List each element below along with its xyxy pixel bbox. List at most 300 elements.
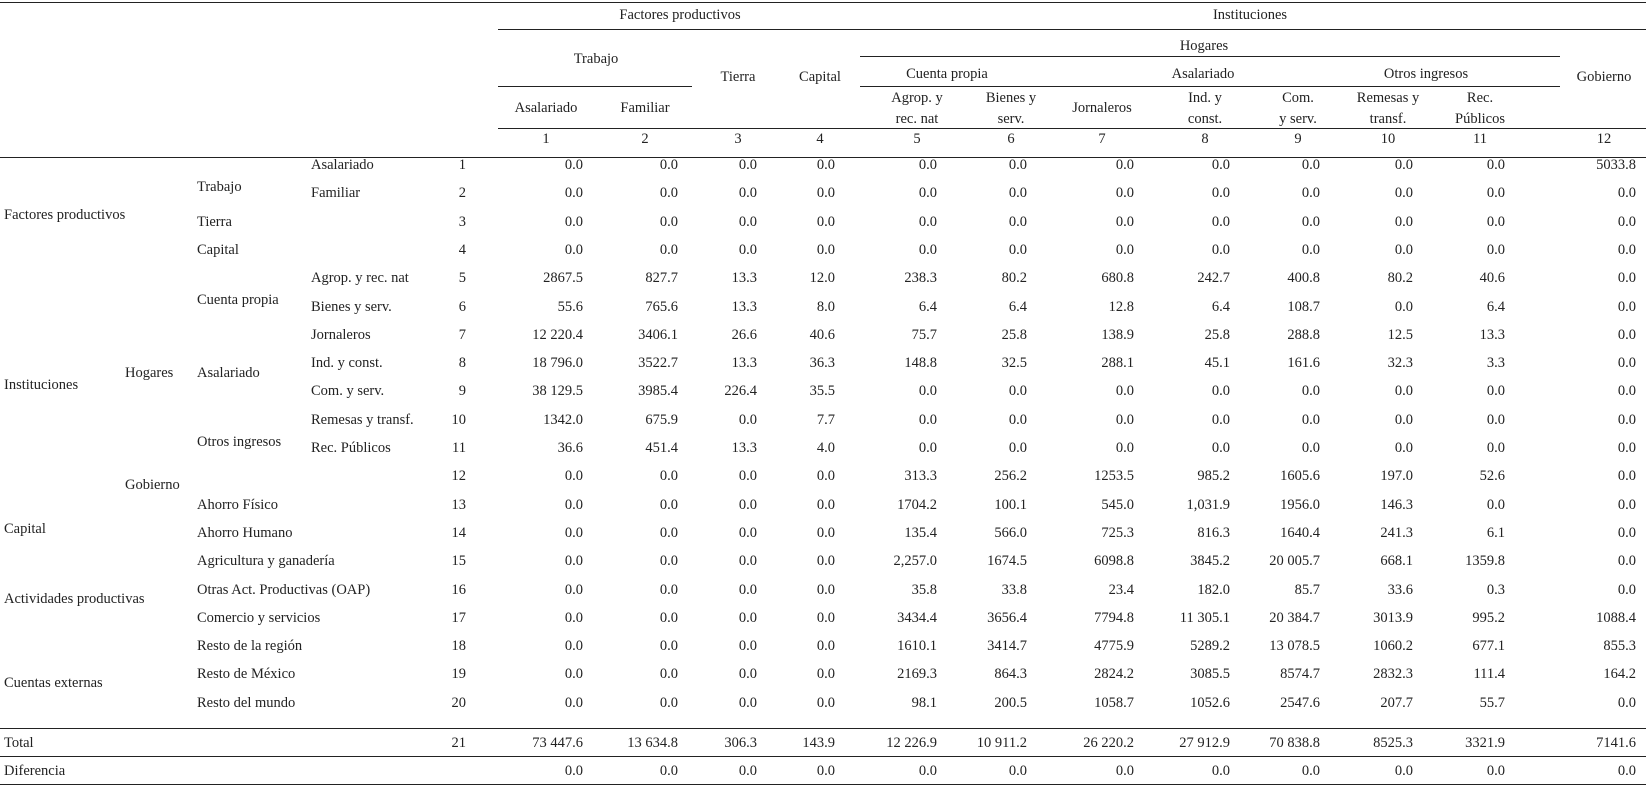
table-cell: 0.0 — [659, 468, 678, 484]
header-factores: Factores productivos — [619, 7, 741, 23]
header-trabajo: Trabajo — [573, 51, 619, 67]
table-cell: 0.0 — [564, 157, 583, 173]
subheader-line2: Públicos — [1455, 111, 1505, 127]
table-cell: 0.0 — [1394, 412, 1413, 428]
total-label: Total — [4, 735, 34, 751]
table-cell: 32.5 — [1001, 355, 1027, 371]
table-cell: 0.0 — [1486, 412, 1505, 428]
table-cell: 0.0 — [1211, 412, 1230, 428]
table-cell: 2,257.0 — [893, 553, 937, 569]
table-cell: 0.0 — [1617, 355, 1636, 371]
row-label: Resto de México — [197, 666, 296, 682]
table-cell: 3414.7 — [987, 638, 1027, 654]
table-cell: 3434.4 — [897, 610, 937, 626]
diferencia-cell: 0.0 — [1486, 763, 1505, 779]
table-cell: 0.0 — [1394, 440, 1413, 456]
table-cell: 0.0 — [564, 610, 583, 626]
table-cell: 55.7 — [1479, 695, 1505, 711]
table-cell: 8.0 — [816, 299, 835, 315]
row-label: Resto de la región — [197, 638, 303, 654]
table-cell: 1,031.9 — [1186, 497, 1230, 513]
table-cell: 3522.7 — [638, 355, 678, 371]
table-cell: 0.0 — [1486, 185, 1505, 201]
table-cell: 0.0 — [816, 242, 835, 258]
table-cell: 0.0 — [738, 157, 757, 173]
table-cell: 0.0 — [738, 525, 757, 541]
table-cell: 0.0 — [918, 214, 937, 230]
row-label: Jornaleros — [311, 327, 371, 343]
row-label: Capital — [197, 242, 239, 258]
row-number: 10 — [451, 412, 466, 428]
table-cell: 4.0 — [816, 440, 835, 456]
group-rule — [498, 29, 1646, 30]
table-cell: 725.3 — [1101, 525, 1134, 541]
table-cell: 0.0 — [1617, 327, 1636, 343]
table-cell: 1253.5 — [1094, 468, 1134, 484]
column-number: 3 — [734, 131, 742, 147]
table-cell: 0.0 — [816, 157, 835, 173]
table-cell: 0.0 — [738, 695, 757, 711]
table-cell: 0.0 — [1301, 185, 1320, 201]
diferencia-cell: 0.0 — [738, 763, 757, 779]
hogares-sub-rule — [860, 86, 1560, 87]
column-number: 1 — [542, 131, 550, 147]
row-number: 12 — [451, 468, 466, 484]
table-cell: 0.0 — [738, 497, 757, 513]
total-cell: 7141.6 — [1596, 735, 1636, 751]
table-cell: 0.0 — [1115, 440, 1134, 456]
table-cell: 1359.8 — [1465, 553, 1505, 569]
total-rule — [0, 728, 1646, 729]
table-cell: 18 796.0 — [532, 355, 583, 371]
table-cell: 33.8 — [1001, 582, 1027, 598]
header-gobierno: Gobierno — [1576, 69, 1632, 85]
table-cell: 6.4 — [1008, 299, 1027, 315]
table-cell: 3845.2 — [1190, 553, 1230, 569]
table-cell: 545.0 — [1101, 497, 1134, 513]
row-label: Ahorro Humano — [197, 525, 293, 541]
table-cell: 451.4 — [645, 440, 678, 456]
rowgroup-cuentas-externas: Cuentas externas — [4, 675, 103, 691]
table-cell: 0.0 — [1617, 582, 1636, 598]
table-cell: 111.4 — [1473, 666, 1505, 682]
table-cell: 0.0 — [659, 582, 678, 598]
table-cell: 2169.3 — [897, 666, 937, 682]
table-cell: 0.0 — [1617, 440, 1636, 456]
table-cell: 20 384.7 — [1269, 610, 1320, 626]
table-cell: 20 005.7 — [1269, 553, 1320, 569]
table-cell: 0.0 — [1301, 440, 1320, 456]
diferencia-cell: 0.0 — [1301, 763, 1320, 779]
table-cell: 25.8 — [1001, 327, 1027, 343]
row-number: 15 — [451, 553, 466, 569]
table-cell: 1052.6 — [1190, 695, 1230, 711]
table-cell: 0.0 — [816, 185, 835, 201]
table-cell: 0.0 — [918, 412, 937, 428]
row-label: Agrop. y rec. nat — [311, 270, 409, 286]
rowgroup-capital: Capital — [4, 521, 46, 537]
table-cell: 400.8 — [1287, 270, 1320, 286]
total-cell: 12 226.9 — [886, 735, 937, 751]
table-cell: 0.0 — [918, 185, 937, 201]
table-cell: 288.8 — [1287, 327, 1320, 343]
diferencia-rule — [0, 756, 1646, 757]
table-cell: 0.0 — [1301, 412, 1320, 428]
rowgroup-instituciones: Instituciones — [4, 377, 79, 393]
table-cell: 0.0 — [1617, 214, 1636, 230]
rowgroup-gobierno: Gobierno — [125, 477, 180, 493]
table-cell: 313.3 — [904, 468, 937, 484]
table-cell: 0.0 — [1115, 214, 1134, 230]
column-number: 12 — [1596, 131, 1612, 147]
table-cell: 0.0 — [1394, 214, 1413, 230]
table-cell: 0.0 — [738, 242, 757, 258]
row-number: 8 — [458, 355, 466, 371]
table-cell: 13 078.5 — [1269, 638, 1320, 654]
total-cell: 73 447.6 — [532, 735, 583, 751]
table-cell: 161.6 — [1287, 355, 1320, 371]
table-cell: 13.3 — [731, 440, 757, 456]
table-cell: 3656.4 — [987, 610, 1027, 626]
table-cell: 0.0 — [1008, 214, 1027, 230]
table-cell: 197.0 — [1380, 468, 1413, 484]
table-cell: 8574.7 — [1280, 666, 1320, 682]
table-cell: 0.0 — [816, 525, 835, 541]
total-cell: 306.3 — [724, 735, 757, 751]
table-cell: 0.0 — [1211, 157, 1230, 173]
table-cell: 200.5 — [994, 695, 1027, 711]
table-cell: 11 305.1 — [1179, 610, 1230, 626]
header-asalariado: Asalariado — [514, 100, 578, 116]
row-number: 18 — [451, 638, 466, 654]
column-number: 5 — [913, 131, 921, 147]
table-cell: 1610.1 — [897, 638, 937, 654]
table-cell: 288.1 — [1101, 355, 1134, 371]
table-cell: 0.0 — [659, 214, 678, 230]
total-cell: 27 912.9 — [1179, 735, 1230, 751]
table-cell: 45.1 — [1204, 355, 1230, 371]
table-cell: 0.0 — [1617, 553, 1636, 569]
table-cell: 0.0 — [918, 242, 937, 258]
table-cell: 1060.2 — [1373, 638, 1413, 654]
table-cell: 135.4 — [904, 525, 937, 541]
table-cell: 0.0 — [564, 695, 583, 711]
table-cell: 138.9 — [1101, 327, 1134, 343]
table-cell: 0.0 — [1486, 440, 1505, 456]
table-cell: 0.0 — [1486, 214, 1505, 230]
row-number: 9 — [458, 383, 466, 399]
table-cell: 0.0 — [1617, 525, 1636, 541]
table-cell: 0.0 — [816, 695, 835, 711]
row-label: Tierra — [197, 214, 232, 230]
header-tierra: Tierra — [720, 69, 756, 85]
table-cell: 864.3 — [994, 666, 1027, 682]
table-cell: 241.3 — [1380, 525, 1413, 541]
table-cell: 2547.6 — [1280, 695, 1320, 711]
table-cell: 0.0 — [564, 185, 583, 201]
row-number: 21 — [451, 735, 466, 751]
column-number: 11 — [1473, 131, 1487, 147]
table-cell: 35.5 — [809, 383, 835, 399]
table-cell: 0.0 — [1115, 412, 1134, 428]
subheader-line2: rec. nat — [895, 111, 939, 127]
table-cell: 80.2 — [1001, 270, 1027, 286]
table-cell: 0.0 — [816, 553, 835, 569]
column-number: 10 — [1380, 131, 1396, 147]
row-label: Comercio y servicios — [197, 610, 321, 626]
rowgroup-asalariado: Asalariado — [197, 365, 260, 381]
row-number: 20 — [451, 695, 466, 711]
top-rule — [0, 2, 1646, 3]
table-cell: 0.0 — [1211, 242, 1230, 258]
table-cell: 0.0 — [738, 666, 757, 682]
table-cell: 0.0 — [738, 638, 757, 654]
table-cell: 0.0 — [1115, 185, 1134, 201]
diferencia-cell: 0.0 — [1211, 763, 1230, 779]
table-cell: 0.0 — [564, 214, 583, 230]
table-cell: 85.7 — [1294, 582, 1320, 598]
table-cell: 6.1 — [1486, 525, 1505, 541]
table-cell: 0.0 — [1115, 383, 1134, 399]
rowgroup-factores: Factores productivos — [4, 207, 126, 223]
table-cell: 23.4 — [1108, 582, 1134, 598]
table-cell: 0.0 — [1617, 412, 1636, 428]
row-number: 13 — [451, 497, 466, 513]
table-cell: 0.0 — [816, 497, 835, 513]
column-number: 9 — [1294, 131, 1302, 147]
table-cell: 677.1 — [1472, 638, 1505, 654]
table-cell: 13.3 — [731, 270, 757, 286]
diferencia-cell: 0.0 — [816, 763, 835, 779]
table-cell: 6.4 — [1211, 299, 1230, 315]
row-label: Resto del mundo — [197, 695, 296, 711]
table-cell: 1058.7 — [1094, 695, 1134, 711]
table-cell: 0.0 — [1394, 383, 1413, 399]
table-cell: 0.0 — [1301, 242, 1320, 258]
table-cell: 3406.1 — [638, 327, 678, 343]
table-cell: 26.6 — [731, 327, 757, 343]
table-cell: 0.0 — [816, 214, 835, 230]
table-cell: 3013.9 — [1373, 610, 1413, 626]
table-cell: 40.6 — [1479, 270, 1505, 286]
subheader-line2: y serv. — [1279, 111, 1317, 127]
table-cell: 52.6 — [1479, 468, 1505, 484]
table-cell: 0.0 — [738, 412, 757, 428]
table-cell: 855.3 — [1603, 638, 1636, 654]
table-cell: 668.1 — [1380, 553, 1413, 569]
table-cell: 0.0 — [1008, 383, 1027, 399]
table-cell: 182.0 — [1197, 582, 1230, 598]
table-cell: 827.7 — [645, 270, 678, 286]
diferencia-cell: 0.0 — [1617, 763, 1636, 779]
table-cell: 0.0 — [816, 610, 835, 626]
table-cell: 0.0 — [1617, 270, 1636, 286]
table-cell: 6098.8 — [1094, 553, 1134, 569]
table-cell: 32.3 — [1387, 355, 1413, 371]
row-number: 5 — [458, 270, 466, 286]
subheader-line2: serv. — [997, 111, 1025, 127]
table-cell: 98.1 — [911, 695, 937, 711]
table-cell: 0.0 — [564, 525, 583, 541]
subheader-line1: Remesas y — [1356, 90, 1420, 106]
column-number: 7 — [1098, 131, 1106, 147]
table-cell: 0.0 — [816, 666, 835, 682]
table-cell: 100.1 — [994, 497, 1027, 513]
subheader-line1: Agrop. y — [891, 90, 943, 106]
table-cell: 0.0 — [659, 497, 678, 513]
table-cell: 2824.2 — [1094, 666, 1134, 682]
row-number: 3 — [458, 214, 466, 230]
table-cell: 40.6 — [809, 327, 835, 343]
table-cell: 1674.5 — [987, 553, 1027, 569]
row-label: Remesas y transf. — [311, 412, 414, 428]
table-cell: 0.0 — [659, 695, 678, 711]
table-cell: 0.0 — [1486, 497, 1505, 513]
header-instituciones: Instituciones — [1212, 7, 1288, 23]
table-cell: 0.0 — [816, 638, 835, 654]
header-cuenta-propia: Cuenta propia — [906, 66, 988, 82]
table-cell: 3085.5 — [1190, 666, 1230, 682]
table-cell: 35.8 — [911, 582, 937, 598]
table-cell: 0.0 — [738, 468, 757, 484]
table-cell: 0.0 — [1617, 383, 1636, 399]
row-number: 4 — [458, 242, 466, 258]
diferencia-cell: 0.0 — [918, 763, 937, 779]
table-cell: 13.3 — [731, 299, 757, 315]
table-cell: 0.3 — [1486, 582, 1505, 598]
table-cell: 0.0 — [1486, 157, 1505, 173]
table-cell: 238.3 — [904, 270, 937, 286]
table-cell: 0.0 — [1617, 299, 1636, 315]
table-cell: 0.0 — [1486, 242, 1505, 258]
table-cell: 0.0 — [1008, 242, 1027, 258]
table-cell: 148.8 — [904, 355, 937, 371]
total-cell: 26 220.2 — [1083, 735, 1134, 751]
table-cell: 0.0 — [659, 638, 678, 654]
table-cell: 4775.9 — [1094, 638, 1134, 654]
total-cell: 3321.9 — [1465, 735, 1505, 751]
rowgroup-otros-ingresos: Otros ingresos — [197, 434, 282, 450]
rowgroup-actividades: Actividades productivas — [4, 591, 145, 607]
table-cell: 55.6 — [557, 299, 583, 315]
table-cell: 2832.3 — [1373, 666, 1413, 682]
table-cell: 0.0 — [738, 610, 757, 626]
row-label: Agricultura y ganadería — [197, 553, 335, 569]
table-cell: 12.5 — [1387, 327, 1413, 343]
column-number: 4 — [816, 131, 824, 147]
diferencia-cell: 0.0 — [564, 763, 583, 779]
table-cell: 0.0 — [659, 157, 678, 173]
rowgroup-cuenta-propia: Cuenta propia — [197, 292, 279, 308]
table-cell: 1956.0 — [1280, 497, 1320, 513]
row-label: Otras Act. Productivas (OAP) — [197, 582, 371, 598]
rowgroup-hogares: Hogares — [125, 365, 174, 381]
row-label: Ahorro Físico — [197, 497, 278, 513]
column-number: 2 — [641, 131, 649, 147]
table-cell: 0.0 — [659, 525, 678, 541]
table-cell: 3.3 — [1486, 355, 1505, 371]
subheader-line2: transf. — [1369, 111, 1407, 127]
table-cell: 0.0 — [816, 468, 835, 484]
subheader-line1: Rec. — [1466, 90, 1494, 106]
total-cell: 13 634.8 — [627, 735, 678, 751]
table-cell: 566.0 — [994, 525, 1027, 541]
table-cell: 226.4 — [724, 383, 757, 399]
table-cell: 164.2 — [1603, 666, 1636, 682]
table-cell: 0.0 — [1301, 157, 1320, 173]
table-cell: 0.0 — [1211, 440, 1230, 456]
header-capital: Capital — [799, 69, 841, 85]
diferencia-label: Diferencia — [4, 763, 66, 779]
header-otros-ingresos: Otros ingresos — [1383, 66, 1469, 82]
table-cell: 0.0 — [1617, 185, 1636, 201]
subheader-line1: Ind. y — [1188, 90, 1222, 106]
diferencia-cell: 0.0 — [1394, 763, 1413, 779]
column-number: 8 — [1201, 131, 1209, 147]
table-cell: 1704.2 — [897, 497, 937, 513]
table-cell: 242.7 — [1197, 270, 1230, 286]
table-cell: 0.0 — [1617, 468, 1636, 484]
row-label: Rec. Públicos — [311, 440, 391, 456]
table-cell: 0.0 — [738, 185, 757, 201]
table-cell: 0.0 — [564, 468, 583, 484]
total-cell: 10 911.2 — [976, 735, 1027, 751]
row-label: Familiar — [311, 185, 361, 201]
table-cell: 6.4 — [1486, 299, 1505, 315]
table-cell: 2867.5 — [543, 270, 583, 286]
row-label: Com. y serv. — [311, 383, 385, 399]
bottom-rule — [0, 784, 1646, 785]
diferencia-cell: 0.0 — [1115, 763, 1134, 779]
table-cell: 0.0 — [659, 185, 678, 201]
row-number: 11 — [452, 440, 466, 456]
table-cell: 0.0 — [1008, 412, 1027, 428]
table-cell: 0.0 — [564, 638, 583, 654]
table-cell: 1088.4 — [1596, 610, 1636, 626]
total-cell: 143.9 — [802, 735, 835, 751]
table-cell: 12 220.4 — [532, 327, 583, 343]
table-cell: 0.0 — [1394, 157, 1413, 173]
table-cell: 0.0 — [659, 242, 678, 258]
total-cell: 8525.3 — [1373, 735, 1413, 751]
table-cell: 0.0 — [738, 214, 757, 230]
table-cell: 1342.0 — [543, 412, 583, 428]
table-cell: 680.8 — [1101, 270, 1134, 286]
table-cell: 0.0 — [1115, 157, 1134, 173]
row-number: 14 — [451, 525, 466, 541]
table-cell: 816.3 — [1197, 525, 1230, 541]
row-label: Bienes y serv. — [311, 299, 392, 315]
table-cell: 25.8 — [1204, 327, 1230, 343]
table-cell: 0.0 — [1301, 383, 1320, 399]
rowgroup-trabajo: Trabajo — [197, 179, 242, 195]
table-cell: 0.0 — [1394, 185, 1413, 201]
table-cell: 0.0 — [1486, 383, 1505, 399]
table-cell: 13.3 — [731, 355, 757, 371]
table-cell: 256.2 — [994, 468, 1027, 484]
header-hogares: Hogares — [1179, 38, 1229, 54]
trabajo-rule — [498, 86, 692, 87]
header-asalariado-hogares: Asalariado — [1171, 66, 1235, 82]
table-cell: 146.3 — [1380, 497, 1413, 513]
table-cell: 995.2 — [1472, 610, 1505, 626]
table-cell: 1605.6 — [1280, 468, 1320, 484]
table-cell: 0.0 — [1008, 185, 1027, 201]
row-number: 17 — [451, 610, 466, 626]
table-cell: 0.0 — [1008, 440, 1027, 456]
table-cell: 0.0 — [918, 157, 937, 173]
table-cell: 0.0 — [1008, 157, 1027, 173]
